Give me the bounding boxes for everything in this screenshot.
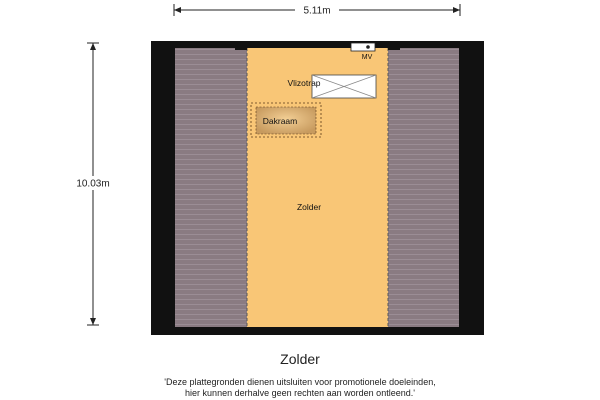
disclaimer bbox=[0, 377, 600, 399]
skylight-label: Dakraam bbox=[262, 116, 298, 126]
wall-stub bbox=[388, 44, 400, 50]
disclaimer-line: hier kunnen derhalve geen rechten aan worden ontleend.' bbox=[185, 388, 415, 398]
roof-slope-left bbox=[175, 48, 247, 327]
floor-title: Zolder bbox=[280, 351, 320, 367]
mv-label: MV bbox=[361, 54, 373, 61]
height-label: 10.03m bbox=[76, 178, 110, 190]
width-dimension bbox=[174, 4, 460, 17]
disclaimer-line: 'Deze plattegronden dienen uitsluiten voor promotionele doeleinden, bbox=[164, 377, 436, 387]
height-dimension bbox=[71, 43, 115, 325]
room-label: Zolder bbox=[296, 202, 322, 212]
stair-label: Vlizotrap bbox=[287, 78, 321, 88]
wall-stub bbox=[235, 44, 247, 50]
width-label: 5.11m bbox=[303, 5, 331, 17]
skylight bbox=[251, 103, 321, 137]
roof-slope-right bbox=[388, 48, 459, 327]
